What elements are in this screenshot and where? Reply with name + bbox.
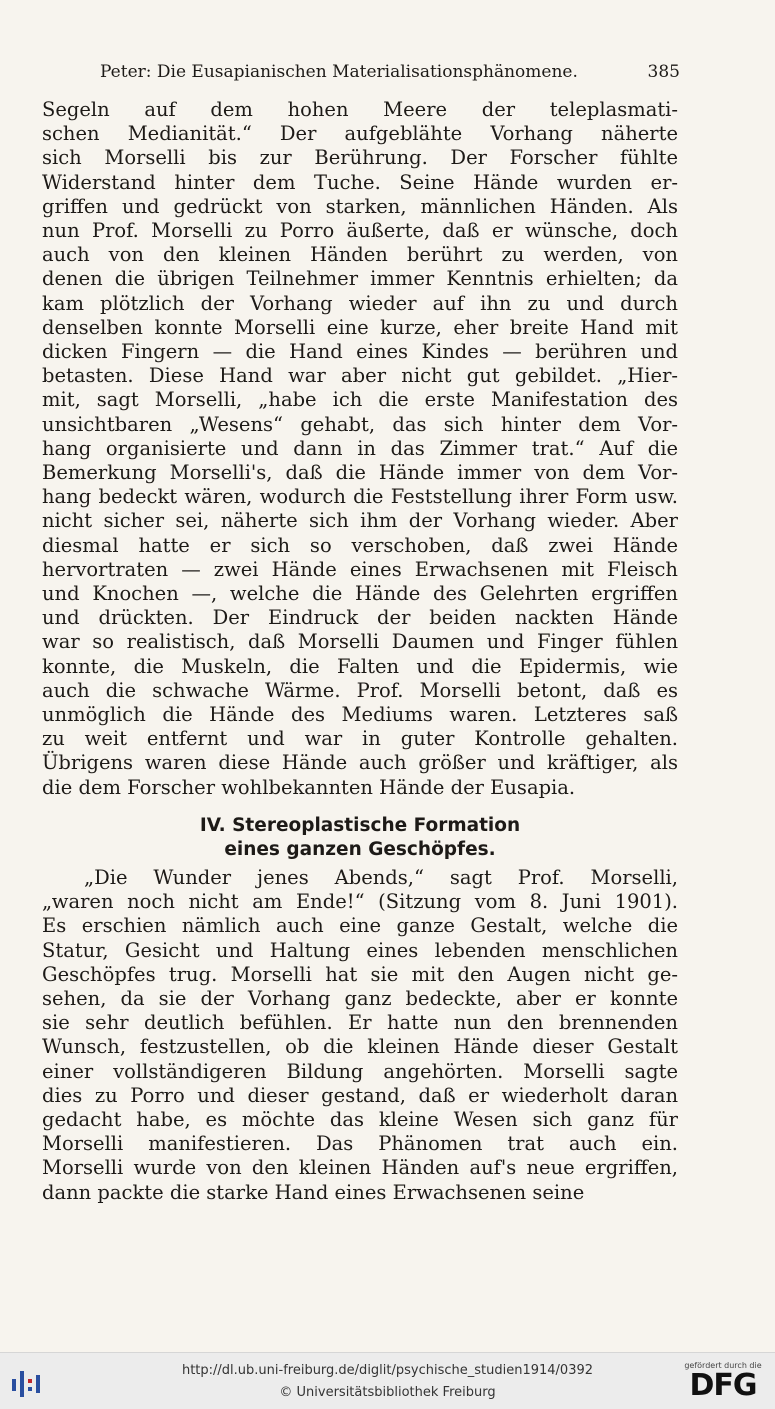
text-line: mit, sagt Morselli, „habe ich die erste Manifestation des — [42, 388, 678, 412]
running-title: Peter: Die Eusapianischen Materialisationsphänomene. — [100, 62, 578, 82]
text-line: nun Prof. Morselli zu Porro äußerte, daß er wünsche, doch — [42, 219, 678, 243]
text-line: dies zu Porro und dieser gestand, daß er wiederholt daran — [42, 1083, 678, 1107]
text-line: „Die Wunder jenes Abends,“ sagt Prof. Morselli, — [84, 865, 678, 889]
section-heading — [42, 814, 678, 862]
text-line: Bemerkung Morselli's, daß die Hände immer von dem Vor- — [42, 461, 678, 485]
copyright-notice: © Universitätsbibliothek Freiburg — [279, 1385, 496, 1400]
text-line: hervortraten — zwei Hände eines Erwachsenen mit Fleisch — [42, 557, 678, 581]
text-line: war so realistisch, daß Morselli Daumen und Finger fühlen — [42, 630, 678, 654]
dfg-logo-text: DFG — [689, 1368, 757, 1403]
section-heading-line-2: eines ganzen Geschöpfes. — [224, 838, 496, 860]
viewer-footer — [0, 1352, 775, 1409]
text-line: konnte, die Muskeln, die Falten und die Epidermis, wie — [42, 654, 678, 678]
text-line: Morselli manifestieren. Das Phänomen trat auch ein. — [42, 1132, 678, 1156]
dfg-logo — [681, 1361, 765, 1402]
text-line: und Knochen —, welche die Hände des Gelehrten ergriffen — [42, 582, 678, 606]
text-line: einer vollständigeren Bildung angehörten. Morselli sagte — [42, 1059, 678, 1083]
text-line: sie sehr deutlich befühlen. Er hatte nun den brennenden — [42, 1011, 678, 1035]
text-line: gedacht habe, es möchte das kleine Wesen sich ganz für — [42, 1107, 678, 1131]
text-line: betasten. Diese Hand war aber nicht gut gebildet. „Hier- — [42, 364, 678, 388]
text-line: Statur, Gesicht und Haltung eines lebenden menschlichen — [42, 938, 678, 962]
text-line: denselben konnte Morselli eine kurze, eher breite Hand mit — [42, 315, 678, 339]
page-number: 385 — [647, 62, 680, 82]
text-line: Morselli wurde von den kleinen Händen auf's neue ergriffen, — [42, 1156, 678, 1180]
funding-note: gefördert durch die — [684, 1361, 762, 1370]
text-line: diesmal hatte er sich so verschoben, daß zwei Hände — [42, 533, 678, 557]
text-line: Widerstand hinter dem Tuche. Seine Hände wurden er- — [42, 170, 678, 194]
text-line: Es erschien nämlich auch eine ganze Gestalt, welche die — [42, 914, 678, 938]
text-line: Übrigens waren diese Hände auch größer und kräftiger, als — [42, 751, 678, 775]
paragraph-2 — [42, 866, 678, 1205]
text-line: dann packte die starke Hand eines Erwachsenen seine — [42, 1180, 585, 1204]
text-line: unsichtbaren „Wesens“ gehabt, das sich hinter dem Vor- — [42, 412, 678, 436]
text-line: hang bedeckt wären, wodurch die Feststellung ihrer Form usw. — [42, 485, 678, 509]
text-line: dicken Fingern — die Hand eines Kindes — berühren und — [42, 340, 678, 364]
section-heading-line-1: IV. Stereoplastische Formation — [199, 814, 521, 836]
text-line: schen Medianität.“ Der aufgeblähte Vorhang näherte — [42, 122, 678, 146]
text-line: nicht sicher sei, näherte sich ihm der Vorhang wieder. Aber — [42, 509, 678, 533]
text-line: griffen und gedrückt von starken, männlichen Händen. Als — [42, 194, 678, 218]
text-line: denen die übrigen Teilnehmer immer Kenntnis erhielten; da — [42, 267, 678, 291]
body-text — [42, 98, 678, 1205]
text-line: unmöglich die Hände des Mediums waren. Letzteres saß — [42, 703, 678, 727]
text-line: Wunsch, festzustellen, ob die kleinen Hände dieser Gestalt — [42, 1035, 678, 1059]
text-line: auch von den kleinen Händen berührt zu werden, von — [42, 243, 678, 267]
text-line: zu weit entfernt und war in guter Kontrolle gehalten. — [42, 727, 678, 751]
text-line: kam plötzlich der Vorhang wieder auf ihn zu und durch — [42, 291, 678, 315]
text-line: sich Morselli bis zur Berührung. Der Forscher fühlte — [42, 146, 678, 170]
text-line: auch die schwache Wärme. Prof. Morselli betont, daß es — [42, 678, 678, 702]
text-line: die dem Forscher wohlbekannten Hände der Eusapia. — [42, 775, 576, 799]
running-header — [100, 60, 680, 84]
text-line: und drückten. Der Eindruck der beiden nackten Hände — [42, 606, 678, 630]
text-line: „waren noch nicht am Ende!“ (Sitzung vom 8. Juni 1901). — [42, 890, 678, 914]
source-url[interactable]: http://dl.ub.uni-freiburg.de/diglit/psychische_studien1914/0392 — [181, 1363, 594, 1378]
text-line: hang organisierte und dann in das Zimmer trat.“ Auf die — [42, 436, 678, 460]
text-line: Geschöpfes trug. Morselli hat sie mit den Augen nicht ge- — [42, 962, 678, 986]
paragraph-1 — [42, 98, 678, 800]
text-line: sehen, da sie der Vorhang ganz bedeckte, aber er konnte — [42, 986, 678, 1010]
text-line: Segeln auf dem hohen Meere der teleplasmati- — [42, 98, 678, 121]
